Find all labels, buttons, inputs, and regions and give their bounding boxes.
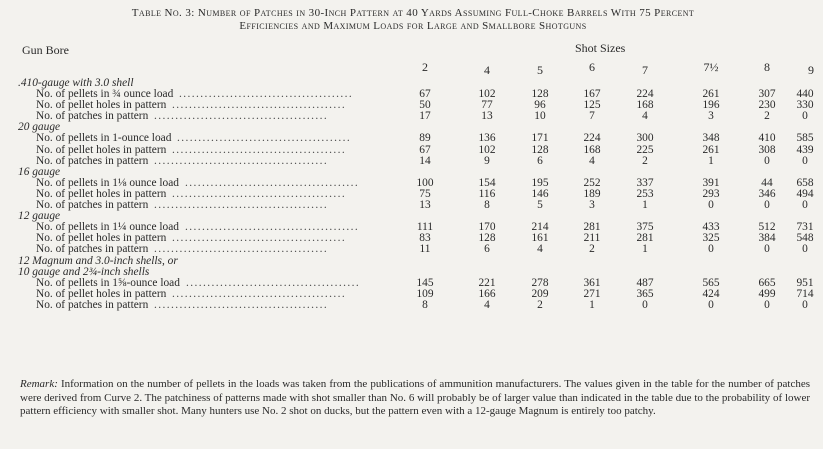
cell-value: 154 [478, 176, 496, 189]
cell-value: 128 [531, 88, 549, 101]
leader-dots: ......................................... [172, 100, 347, 112]
cell-value: 136 [478, 132, 496, 145]
cell-value: 0 [708, 199, 714, 212]
table-row [0, 145, 823, 156]
remark-paragraph [20, 378, 810, 419]
cell-value: 1 [708, 154, 714, 167]
row-label: No. of pellets in 1⅛ ounce load [36, 176, 179, 189]
table-title-line-1: Table No. 3: Number of Patches in 30-Inch Pattern at 40 Yards Assuming Full-Choke Barrels With 75 Percent [131, 7, 695, 19]
cell-value: 494 [796, 187, 814, 200]
cell-value: 3 [589, 199, 595, 212]
leader-dots: ......................................... [186, 277, 361, 289]
table-row [0, 300, 823, 311]
shot-size-header: 5 [537, 63, 543, 77]
leader-dots: ......................................... [154, 244, 329, 256]
cell-value: 4 [484, 298, 490, 311]
leader-dots: ......................................... [185, 222, 360, 234]
cell-value: 10 [534, 110, 546, 123]
cell-value: 96 [534, 99, 546, 112]
cell-value: 714 [796, 287, 814, 300]
cell-value: 731 [796, 221, 814, 234]
table-title [18, 7, 808, 33]
cell-value: 658 [796, 176, 814, 189]
cell-value: 8 [422, 298, 428, 311]
cell-value: 330 [796, 99, 814, 112]
cell-value: 2 [642, 154, 648, 167]
cell-value: 0 [764, 298, 770, 311]
cell-value: 9 [484, 154, 490, 167]
cell-value: 230 [758, 99, 776, 112]
cell-value: 951 [796, 276, 814, 289]
cell-value: 5 [537, 199, 543, 212]
cell-value: 424 [702, 287, 720, 300]
cell-value: 128 [478, 232, 496, 245]
cell-value: 4 [642, 110, 648, 123]
leader-dots: ......................................... [154, 200, 329, 212]
cell-value: 0 [642, 298, 648, 311]
cell-value: 44 [761, 176, 773, 189]
cell-value: 4 [537, 243, 543, 256]
gun-bore-header: Gun Bore [22, 43, 69, 57]
cell-value: 1 [642, 243, 648, 256]
cell-value: 196 [702, 99, 720, 112]
cell-value: 4 [589, 154, 595, 167]
cell-value: 17 [419, 110, 431, 123]
cell-value: 0 [708, 243, 714, 256]
cell-value: 170 [478, 221, 496, 234]
row-label: No. of pellets in 1¼ ounce load [36, 221, 179, 234]
row-label: No. of pellet holes in pattern [36, 143, 167, 156]
cell-value: 512 [758, 221, 776, 234]
row-label: No. of pellet holes in pattern [36, 232, 167, 245]
cell-value: 224 [636, 88, 654, 101]
cell-value: 167 [583, 88, 601, 101]
cell-value: 391 [702, 176, 720, 189]
cell-value: 439 [796, 143, 814, 156]
leader-dots: ......................................... [172, 144, 347, 156]
cell-value: 7 [589, 110, 595, 123]
cell-value: 0 [802, 110, 808, 123]
group-heading: 12 Magnum and 3.0-inch shells, or [18, 254, 178, 267]
cell-value: 6 [484, 243, 490, 256]
leader-dots: ......................................... [172, 233, 347, 245]
cell-value: 102 [478, 88, 496, 101]
remark-text: Information on the number of pellets in the loads was taken from the publications of ammunition manufacturers. The values given in the table for the number of patches were derived from Curve 2. The patchiness of patterns made with shot smaller than No. 6 will probably be of larger value than indicated in the table due to the probability of lower pattern efficiency with smaller shot. Many hunters use No. 2 shot on ducks, but the pattern even with a 12-gauge Magnum is entirely too patchy. [20, 378, 810, 417]
row-label: No. of patches in pattern [36, 298, 149, 311]
cell-value: 166 [478, 287, 496, 300]
table-row [0, 156, 823, 167]
cell-value: 348 [702, 132, 720, 145]
cell-value: 189 [583, 187, 601, 200]
cell-value: 89 [419, 132, 431, 145]
group-heading-row [0, 256, 823, 267]
cell-value: 116 [478, 187, 496, 200]
cell-value: 0 [802, 199, 808, 212]
leader-dots: ......................................... [179, 89, 354, 101]
cell-value: 214 [531, 221, 549, 234]
row-label: No. of pellet holes in pattern [36, 287, 167, 300]
cell-value: 1 [642, 199, 648, 212]
leader-dots: ......................................... [172, 188, 347, 200]
shot-size-header: 6 [589, 60, 595, 74]
cell-value: 261 [702, 143, 720, 156]
cell-value: 221 [478, 276, 496, 289]
cell-value: 145 [416, 276, 434, 289]
cell-value: 300 [636, 132, 654, 145]
cell-value: 2 [537, 298, 543, 311]
shot-size-header: 2 [422, 60, 428, 74]
cell-value: 361 [583, 276, 601, 289]
cell-value: 146 [531, 187, 549, 200]
cell-value: 100 [416, 176, 434, 189]
cell-value: 0 [764, 243, 770, 256]
cell-value: 168 [636, 99, 654, 112]
cell-value: 125 [583, 99, 601, 112]
cell-value: 0 [802, 154, 808, 167]
cell-value: 13 [481, 110, 493, 123]
cell-value: 565 [702, 276, 720, 289]
row-label: No. of pellets in 1⅝-ounce load [36, 276, 180, 289]
row-label: No. of pellets in 1-ounce load [36, 132, 172, 145]
group-heading: 16 gauge [18, 165, 61, 178]
group-heading: .410-gauge with 3.0 shell [18, 77, 134, 89]
cell-value: 0 [764, 154, 770, 167]
shot-size-header: 4 [484, 63, 490, 77]
cell-value: 337 [636, 176, 654, 189]
cell-value: 410 [758, 132, 776, 145]
cell-value: 67 [419, 143, 431, 156]
cell-value: 252 [583, 176, 601, 189]
cell-value: 2 [589, 243, 595, 256]
table-row [0, 244, 823, 255]
cell-value: 77 [481, 99, 493, 112]
cell-value: 67 [419, 88, 431, 101]
shot-size-header: 7½ [703, 60, 719, 74]
cell-value: 375 [636, 221, 654, 234]
group-heading: 20 gauge [18, 121, 61, 134]
cell-value: 211 [583, 232, 601, 245]
row-label: No. of pellet holes in pattern [36, 187, 167, 200]
cell-value: 281 [636, 232, 654, 245]
row-label: No. of pellet holes in pattern [36, 99, 167, 112]
cell-value: 11 [419, 243, 431, 256]
leader-dots: ......................................... [177, 133, 352, 145]
cell-value: 0 [802, 243, 808, 256]
cell-value: 50 [419, 99, 431, 112]
row-label: No. of patches in pattern [36, 154, 149, 167]
table-row [0, 111, 823, 122]
cell-value: 308 [758, 143, 776, 156]
cell-value: 6 [537, 154, 543, 167]
group-heading: 10 gauge and 2¾-inch shells [18, 265, 150, 278]
leader-dots: ......................................... [154, 111, 329, 123]
cell-value: 14 [419, 154, 431, 167]
cell-value: 384 [758, 232, 776, 245]
cell-value: 102 [478, 143, 496, 156]
cell-value: 83 [419, 232, 431, 245]
cell-value: 0 [802, 298, 808, 311]
cell-value: 1 [589, 298, 595, 311]
leader-dots: ......................................... [185, 177, 360, 189]
cell-value: 271 [583, 287, 601, 300]
shot-size-header: 8 [764, 60, 770, 74]
cell-value: 161 [531, 232, 549, 245]
cell-value: 278 [531, 276, 549, 289]
cell-value: 307 [758, 88, 776, 101]
cell-value: 665 [758, 276, 776, 289]
shot-size-header: 7 [642, 63, 648, 77]
leader-dots: ......................................... [154, 155, 329, 167]
cell-value: 75 [419, 187, 431, 200]
cell-value: 261 [702, 88, 720, 101]
cell-value: 168 [583, 143, 601, 156]
cell-value: 548 [796, 232, 814, 245]
row-label: No. of patches in pattern [36, 243, 149, 256]
cell-value: 499 [758, 287, 776, 300]
cell-value: 224 [583, 132, 601, 145]
cell-value: 171 [531, 132, 549, 145]
cell-value: 0 [764, 199, 770, 212]
row-label: No. of patches in pattern [36, 110, 149, 123]
cell-value: 111 [416, 221, 434, 234]
table-row [0, 200, 823, 211]
shot-sizes-header: Shot Sizes [575, 41, 626, 55]
cell-value: 225 [636, 143, 654, 156]
row-label: No. of pellets in ¾ ounce load [36, 88, 174, 101]
cell-value: 346 [758, 187, 776, 200]
leader-dots: ......................................... [154, 299, 329, 311]
table-title-line-2: Efficiencies and Maximum Loads for Large and Smallbore Shotguns [239, 20, 587, 32]
cell-value: 585 [796, 132, 814, 145]
shot-size-header: 9 [808, 63, 814, 77]
cell-value: 433 [702, 221, 720, 234]
cell-value: 195 [531, 176, 549, 189]
cell-value: 440 [796, 88, 814, 101]
cell-value: 0 [708, 298, 714, 311]
leader-dots: ......................................... [172, 288, 347, 300]
cell-value: 209 [531, 287, 549, 300]
cell-value: 365 [636, 287, 654, 300]
remark-label: Remark: [20, 378, 58, 390]
table-body [0, 78, 823, 311]
cell-value: 8 [484, 199, 490, 212]
cell-value: 13 [419, 199, 431, 212]
table-row [0, 133, 823, 144]
cell-value: 109 [416, 287, 434, 300]
row-label: No. of patches in pattern [36, 199, 149, 212]
cell-value: 128 [531, 143, 549, 156]
cell-value: 293 [702, 187, 720, 200]
cell-value: 2 [764, 110, 770, 123]
cell-value: 253 [636, 187, 654, 200]
cell-value: 3 [708, 110, 714, 123]
cell-value: 325 [702, 232, 720, 245]
cell-value: 487 [636, 276, 654, 289]
cell-value: 281 [583, 221, 601, 234]
group-heading: 12 gauge [18, 210, 61, 223]
